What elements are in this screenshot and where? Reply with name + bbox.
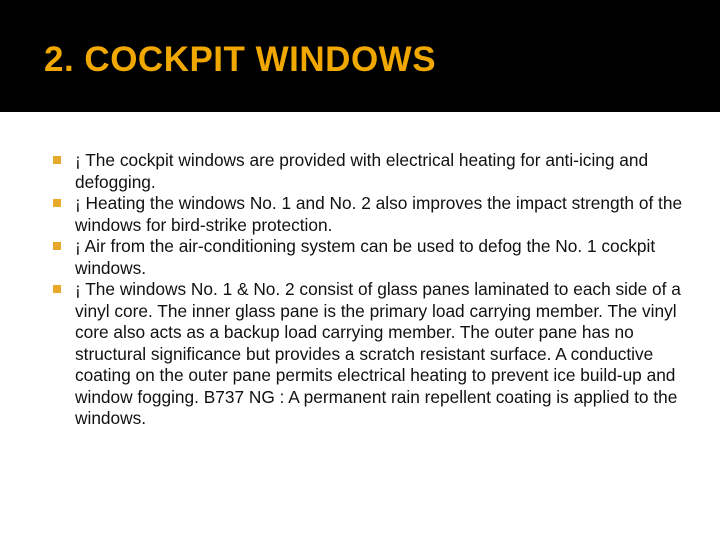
square-bullet-icon [53,156,61,164]
square-bullet-icon [53,242,61,250]
bullet-text: ¡ The windows No. 1 & No. 2 consist of glass panes laminated to each side of a vinyl core. The inner glass pane is the primary load carrying member. The vinyl core also acts as a backup load carrying member. The outer pane has no structural significance but provides a scratch resistant surface. A conductive coating on the outer pane permits electrical heating to prevent ice build-up and window fogging. B737 NG : A permanent rain repellent coating is applied to the windows. [75,279,681,428]
bullet-list [53,150,683,430]
bullet-text: ¡ Heating the windows No. 1 and No. 2 also improves the impact strength of the windows for bird-strike protection. [75,193,683,235]
square-bullet-icon [53,199,61,207]
bullet-text: ¡ Air from the air-conditioning system can be used to defog the No. 1 cockpit windows. [75,236,656,278]
bullet-item [53,279,683,430]
bullet-item [53,236,683,279]
bullet-item [53,150,683,193]
title-bar [0,0,720,112]
bullet-text: ¡ The cockpit windows are provided with electrical heating for anti-icing and defogging. [75,150,649,192]
bullet-item [53,193,683,236]
slide-title: 2. COCKPIT WINDOWS [44,40,437,79]
square-bullet-icon [53,285,61,293]
